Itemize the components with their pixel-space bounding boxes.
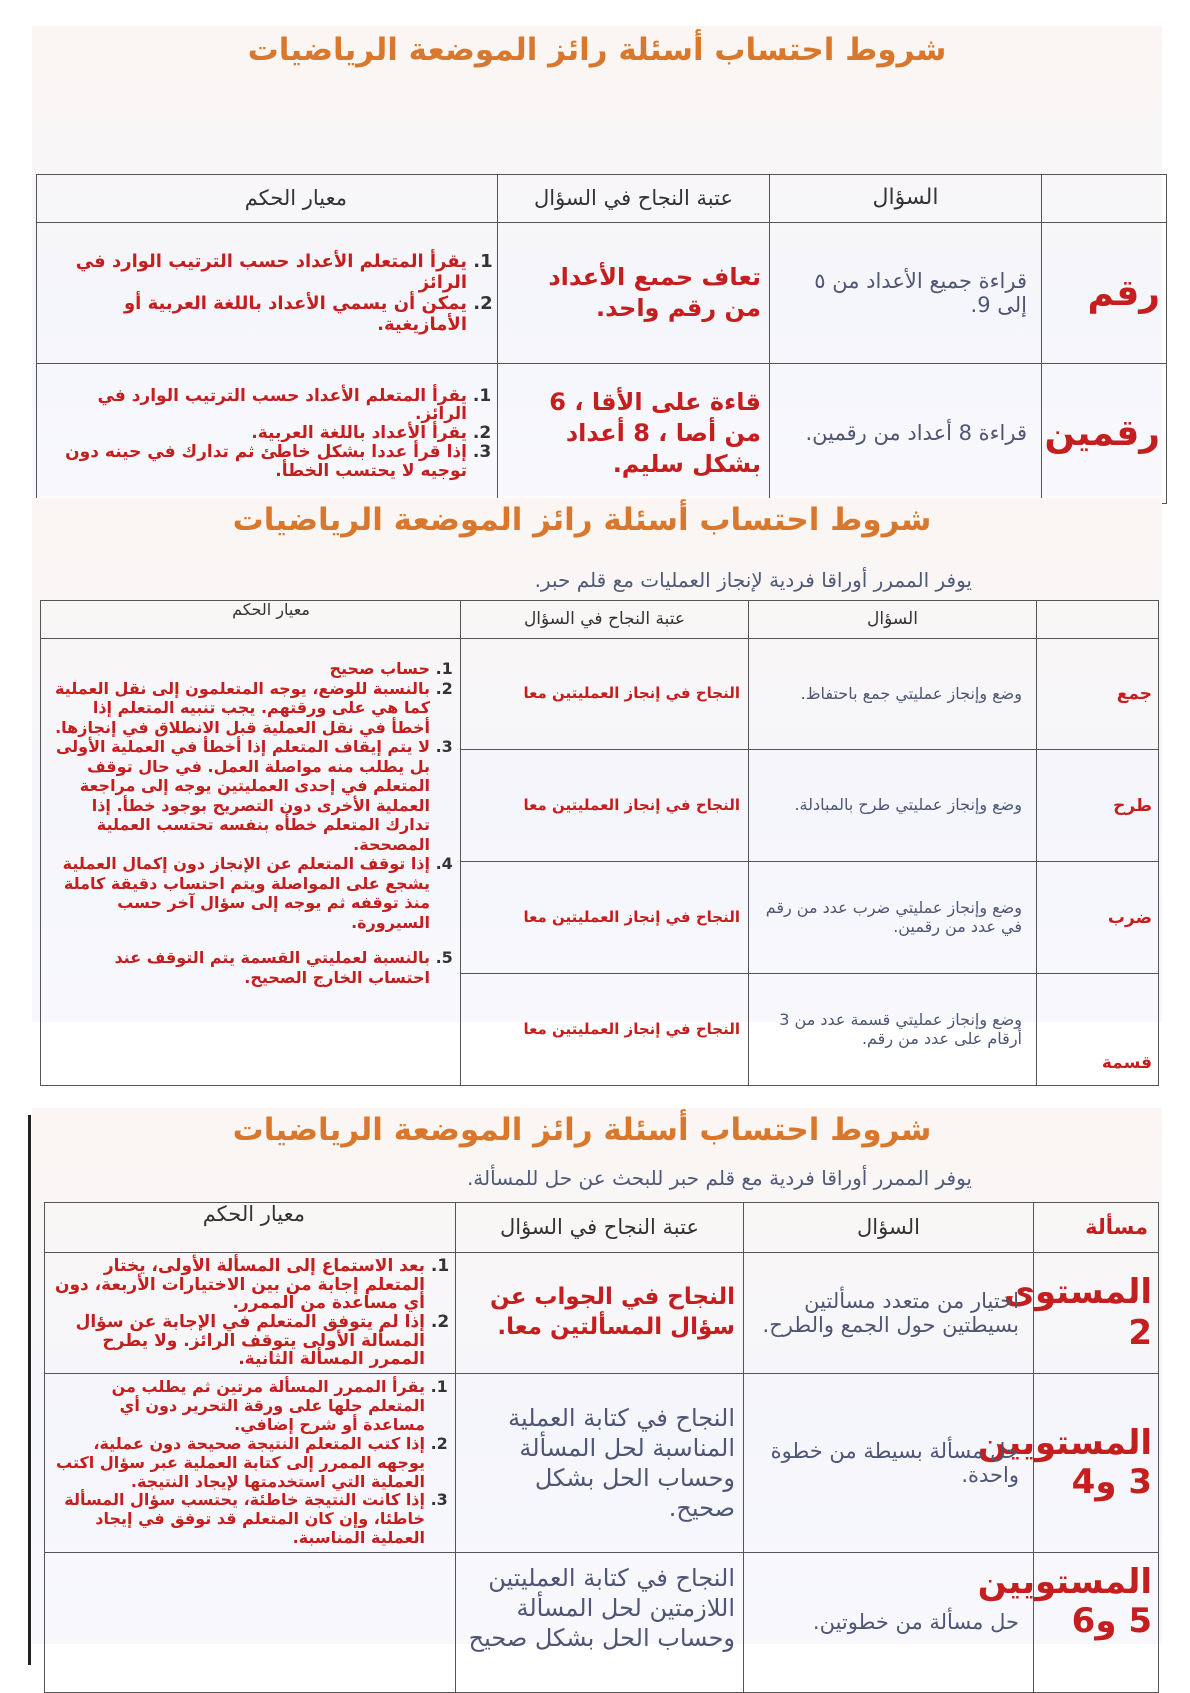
row-question: اختيار من متعدد مسألتين بسيطتين حول الجمع والطرح. [744, 1253, 1034, 1374]
header-topic [1042, 175, 1167, 223]
row-criteria [45, 1374, 456, 1553]
section-3-subtitle: يوفر الممرر أوراقا فردية مع قلم حبر للبحث عن حل للمسألة. [466, 1166, 972, 1190]
row-threshold: النجاح في إنجاز العمليتين معا [461, 974, 749, 1086]
row-topic: ضرب [1037, 862, 1159, 974]
row-criteria [37, 223, 498, 364]
table-row [45, 1253, 1159, 1374]
row-question: حل مسألة من خطوتين. [744, 1553, 1034, 1693]
row-question: وضع وإنجاز عمليتي قسمة عدد من 3 أرقام على عدد من رقم. [749, 974, 1037, 1086]
row-question: وضع وإنجاز عمليتي جمع باحتفاظ. [749, 639, 1037, 750]
criteria-item: 2. يمكن أن يسمي الأعداد باللغة العربية أو الأمازيغية. [45, 293, 467, 335]
table-row [41, 639, 1159, 750]
row-criteria [37, 364, 498, 504]
row-topic: المستويين 3 و4 [1034, 1374, 1159, 1553]
criteria-item: 3. إذا قرأ عددا بشكل خاطئ ثم تدارك في حينه دون توجيه لا يحتسب الخطأ. [45, 443, 467, 480]
row-topic: قسمة [1037, 974, 1159, 1086]
header-question: السؤال [770, 175, 1042, 223]
header-threshold: عتبة النجاح في السؤال [461, 601, 749, 639]
header-question: السؤال [749, 601, 1037, 639]
section-2-subtitle: يوفر الممرر أوراقا فردية لإنجاز العمليات مع قلم حبر. [534, 568, 972, 592]
section-1-table [36, 174, 1167, 504]
criteria-item: 4. إذا توقف المتعلم عن الإنجاز دون إكمال العملية يشجع على المواصلة ويتم احتساب دقيقة كاملة منذ توقفه ثم يوجه إلى سؤال آخر حسب السيرورة. [49, 854, 430, 932]
section-3-title: شروط احتساب أسئلة رائز الموضعة الرياضيات [232, 1112, 932, 1148]
section-1-title: شروط احتساب أسئلة رائز الموضعة الرياضيات [247, 32, 947, 68]
criteria-item: 3. لا يتم إيقاف المتعلم إذا أخطأ في العملية الأولى بل يطلب منه مواصلة العمل. في حال توقف المتعلم في إحدى العمليتين يوجه إلى مراجعة العملية الأخرى دون التصريح بوجود خطأ. إذا تدارك المتعلم خطأه بنفسه تحتسب العملية المصححة. [49, 737, 430, 854]
row-threshold: النجاح في إنجاز العمليتين معا [461, 639, 749, 750]
criteria-item: 1. بعد الاستماع إلى المسألة الأولى، يختار المتعلم إجابة من بين الاختيارات الأربعة، دون أي مساعدة من الممرر. [53, 1257, 425, 1313]
criteria-item: 1. يقرأ المتعلم الأعداد حسب الترتيب الوارد في الرائز [45, 251, 467, 293]
criteria-item: 1. حساب صحيح [49, 659, 430, 679]
section-3-table [44, 1202, 1159, 1693]
row-threshold: النجاح في كتابة العملية المناسبة لحل المسألة وحساب الحل بشكل صحيح. [456, 1374, 744, 1553]
row-criteria [41, 639, 461, 1086]
section-2-title: شروط احتساب أسئلة رائز الموضعة الرياضيات [232, 502, 932, 538]
row-criteria-empty [45, 1553, 456, 1693]
row-question: وضع وإنجاز عمليتي ضرب عدد من رقم في عدد من رقمين. [749, 862, 1037, 974]
table-row [45, 1553, 1159, 1693]
header-topic: مسألة [1034, 1203, 1159, 1253]
section-2 [32, 498, 1162, 1073]
row-topic: المستويين 5 و6 [1034, 1553, 1159, 1693]
criteria-item: 1. يقرأ المتعلم الأعداد حسب الترتيب الوارد في الرائز. [45, 387, 467, 424]
row-question: قراءة جميع الأعداد من ٥ إلى 9. [770, 223, 1042, 364]
row-topic: المستوى 2 [1034, 1253, 1159, 1374]
row-threshold: تعاف حمىع الأعداد من رقم واحد. [498, 223, 770, 364]
row-topic: رقمين [1042, 364, 1167, 504]
criteria-item: 2. يقرأ الأعداد باللغة العربية. [45, 424, 467, 443]
row-topic: طرح [1037, 750, 1159, 862]
criteria-item: 3. إذا كانت النتيجة خاطئة، يحتسب سؤال المسألة خاطئا، وإن كان المتعلم قد توفق في إيجاد العملية المناسبة. [53, 1491, 425, 1548]
header-criteria: معيار الحكم [37, 175, 498, 223]
header-question: السؤال [744, 1203, 1034, 1253]
header-threshold: عتبة النجاح في السؤال [498, 175, 770, 223]
row-topic: رقم [1042, 223, 1167, 364]
header-threshold: عتبة النجاح في السؤال [456, 1203, 744, 1253]
row-threshold: النجاح في إنجاز العمليتين معا [461, 750, 749, 862]
header-criteria: معيار الحكم [45, 1203, 456, 1253]
header-topic [1037, 601, 1159, 639]
criteria-item: 2. إذا لم يتوفق المتعلم في الإجابة عن سؤال المسألة الأولى يتوقف الرائز. ولا يطرح الممرر المسألة الثانية. [53, 1313, 425, 1369]
row-topic: جمع [1037, 639, 1159, 750]
row-threshold: النجاح في كتابة العمليتين اللازمتين لحل المسألة وحساب الحل بشكل صحيح [456, 1553, 744, 1693]
table-row [37, 223, 1167, 364]
row-question: قراءة 8 أعداد من رقمين. [770, 364, 1042, 504]
table-row [45, 1374, 1159, 1553]
criteria-item: 1. يقرأ الممرر المسألة مرتين ثم يطلب من المتعلم حلها على ورقة التحرير دون أي مساعدة أو شرح إضافي. [53, 1378, 425, 1435]
section-1 [32, 26, 1162, 496]
criteria-item: 5. بالنسبة لعمليتي القسمة يتم التوقف عند احتساب الخارج الصحيح. [49, 948, 430, 987]
row-threshold: النجاح في الجواب عن سؤال المسألتين معا. [456, 1253, 744, 1374]
header-criteria: معيار الحكم [41, 601, 461, 639]
section-3 [32, 1108, 1162, 1652]
row-threshold: قاءة على الأقا ، 6 من أصا ، 8 أعداد بشكل سليم. [498, 364, 770, 504]
criteria-item: 2. بالنسبة للوضع، يوجه المتعلمون إلى نقل العملية كما هي على ورقتهم. يجب تنبيه المتعلم إذا أخطأ في نقل العملية قبل الانطلاق في إنجازها. [49, 679, 430, 738]
left-rule [28, 1115, 31, 1665]
row-question: حل مسألة بسيطة من خطوة واحدة. [744, 1374, 1034, 1553]
row-threshold: النجاح في إنجاز العمليتين معا [461, 862, 749, 974]
section-2-table [40, 600, 1159, 1086]
table-row [37, 364, 1167, 504]
criteria-item: 2. إذا كتب المتعلم النتيجة صحيحة دون عملية، يوجهه الممرر إلى كتابة العملية عبر سؤال اكتب العملية التي استخدمتها لإيجاد النتيجة. [53, 1435, 425, 1492]
row-question: وضع وإنجاز عمليتي طرح بالمبادلة. [749, 750, 1037, 862]
row-criteria [45, 1253, 456, 1374]
